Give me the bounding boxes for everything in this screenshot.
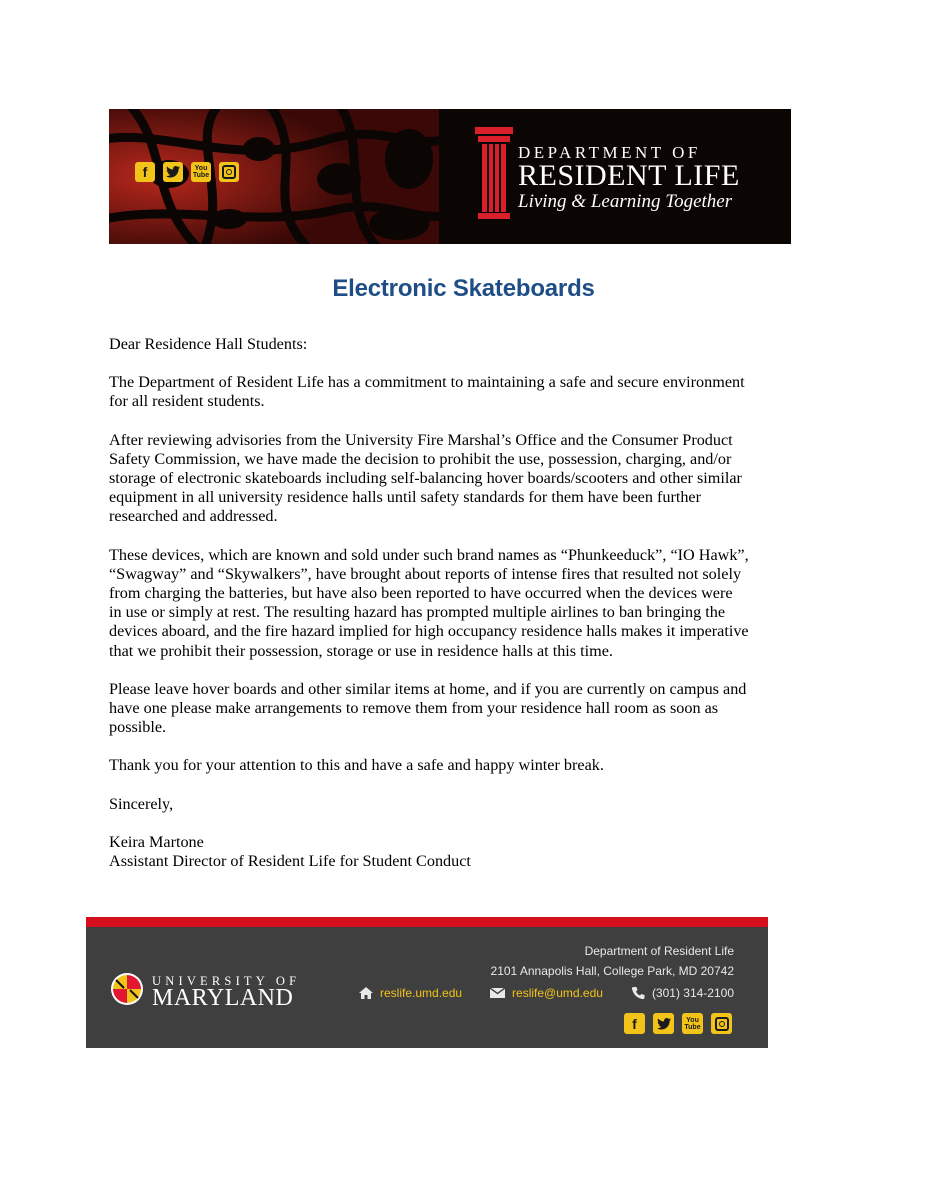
column-icon: [475, 127, 513, 219]
header-social-icons: [135, 162, 239, 182]
paragraph: The Department of Resident Life has a commitment to maintaining a safe and secure environment for all resident students.: [109, 373, 745, 411]
footer-contact-row: [359, 984, 734, 1002]
signer-title: Assistant Director of Resident Life for Student Conduct: [109, 852, 471, 871]
resident-life-logo: [475, 127, 775, 227]
twitter-icon[interactable]: [653, 1013, 674, 1034]
paragraph: Please leave hover boards and other similar items at home, and if you are currently on campus and have one please make arrangements to remove them from your residence hall room as soon as possible.: [109, 679, 747, 737]
twitter-icon[interactable]: [163, 162, 183, 182]
footer-dept-name: Department of Resident Life: [584, 944, 734, 958]
dept-name-line2: RESIDENT LIFE: [518, 159, 740, 192]
footer: [86, 917, 768, 1048]
instagram-icon[interactable]: [219, 162, 239, 182]
footer-social-icons: [624, 1013, 732, 1034]
umd-university-text: UNIVERSITY OF: [152, 974, 301, 988]
document-title: Electronic Skateboards: [332, 275, 595, 302]
envelope-icon: [490, 988, 505, 998]
facebook-icon[interactable]: f: [624, 1013, 645, 1034]
paragraph: After reviewing advisories from the University Fire Marshal’s Office and the Consumer Product Safety Commission, we have made the decision to prohibit the use, possession, charging, and/or storage of electronic skateboards including self-balancing hover boards/scooters and other similar equipment in all university residence halls until safety standards for them have been further researched and addressed.: [109, 430, 742, 526]
header-banner: [109, 109, 791, 244]
paragraph: Thank you for your attention to this and have a safe and happy winter break.: [109, 756, 604, 775]
maryland-shield-icon: [110, 972, 144, 1006]
youtube-icon[interactable]: You Tube: [191, 162, 211, 182]
salutation: Dear Residence Hall Students:: [109, 335, 308, 353]
phone-number: (301) 314-2100: [651, 986, 734, 1000]
paragraph: These devices, which are known and sold under such brand names as “Phunkeeduck”, “IO Hawk”, “Swagway” and “Skywalkers”, have brought about reports of intense fires that resulted not solely from charging the batteries, but have also been reported to have occurred when the devices were in use or simply at rest. The resulting hazard has prompted multiple airlines to ban bringing the devices aboard, and the fire hazard implied for high occupancy residence halls makes it imperative that we prohibit their possession, storage or use in residence halls at this time.: [109, 545, 749, 660]
facebook-icon[interactable]: f: [135, 162, 155, 182]
footer-address: 2101 Annapolis Hall, College Park, MD 20742: [490, 964, 734, 978]
umd-logo: [110, 972, 320, 1011]
signer-name: Keira Martone: [109, 832, 204, 851]
closing: Sincerely,: [109, 794, 174, 813]
dept-tagline: Living & Learning Together: [518, 191, 733, 212]
phone-icon: [631, 986, 645, 1000]
footer-contact-block: [359, 943, 734, 1002]
letter-body: [109, 335, 749, 871]
website-link[interactable]: reslife.umd.edu: [380, 986, 463, 1000]
umd-maryland-text: MARYLAND: [152, 985, 294, 1011]
instagram-icon[interactable]: [711, 1013, 732, 1034]
home-icon: [359, 987, 373, 999]
email-link[interactable]: reslife@umd.edu: [512, 986, 603, 1000]
dept-name-line1: DEPARTMENT OF: [518, 143, 701, 162]
youtube-icon[interactable]: You Tube: [682, 1013, 703, 1034]
footer-red-stripe: [86, 917, 768, 927]
